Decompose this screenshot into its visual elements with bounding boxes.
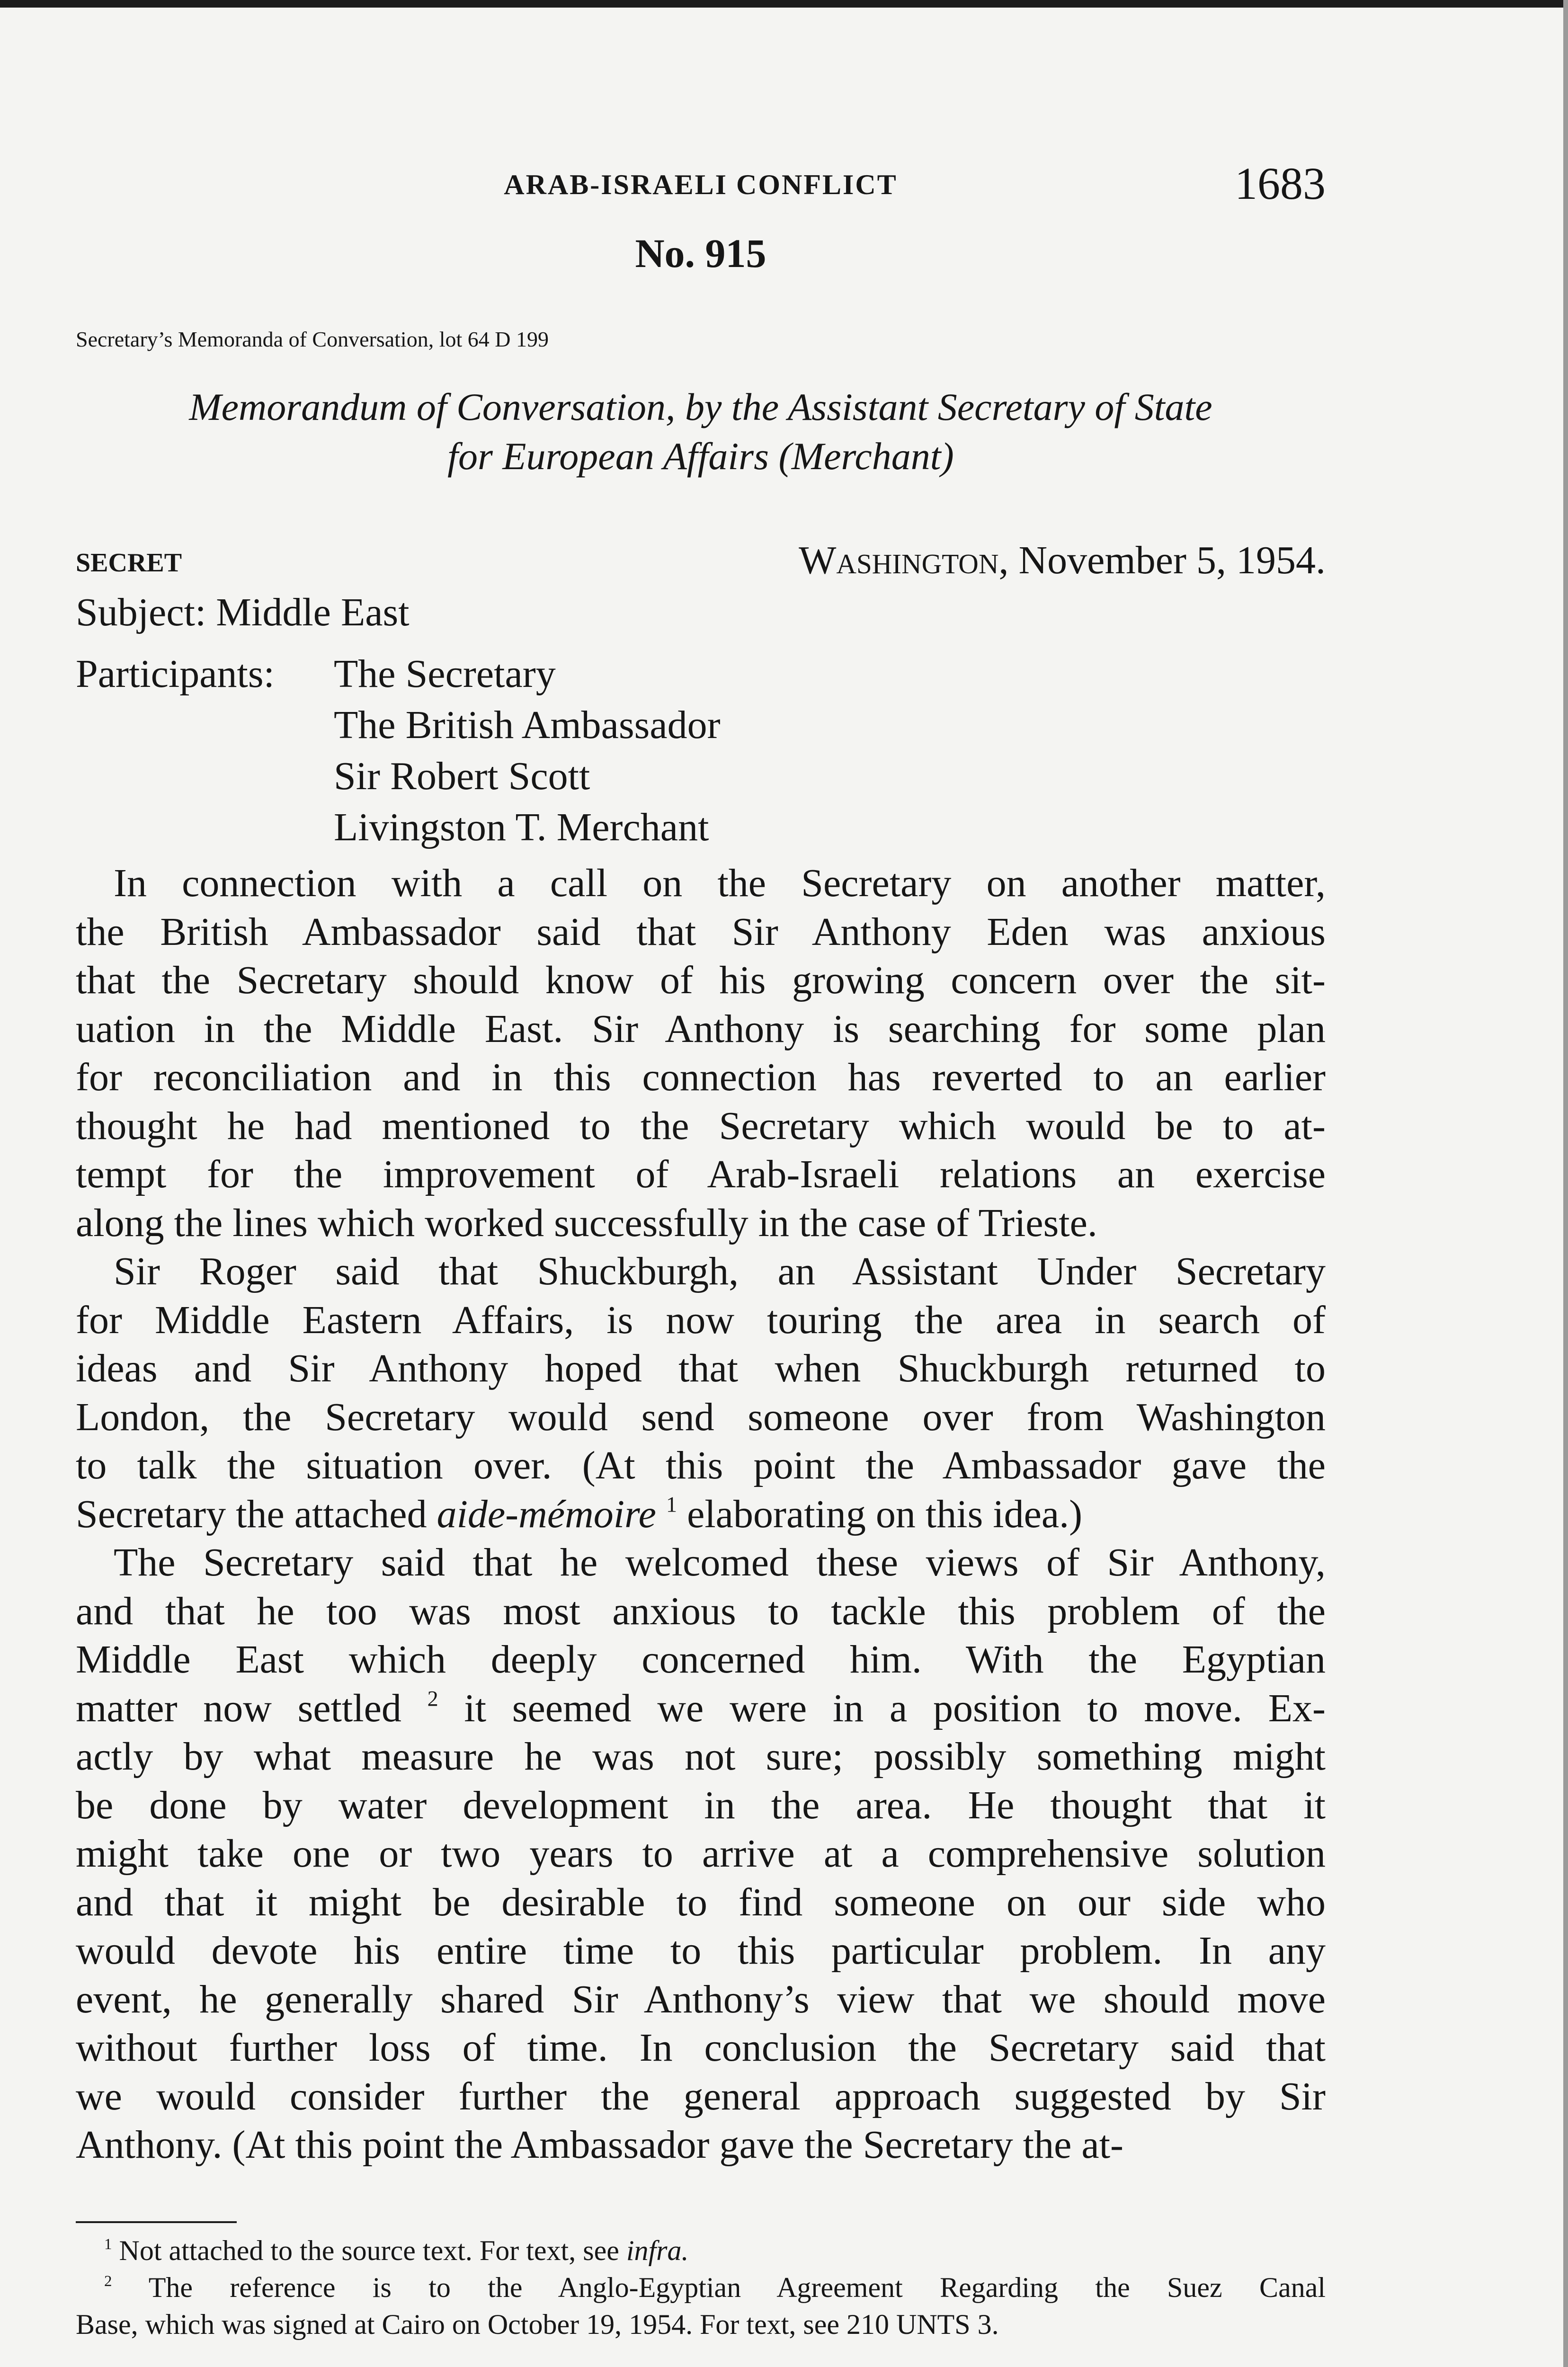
subject-line: Subject: Middle East bbox=[76, 590, 410, 634]
classification-marking: SECRET bbox=[76, 548, 182, 578]
paragraph-1 bbox=[76, 859, 1326, 1247]
text-run: The reference is to the Anglo-Egyptian Agreement Regarding the Suez Canal bbox=[112, 2272, 1326, 2303]
text-line: Anthony. (At this point the Ambassador gave the Secretary the at- bbox=[76, 2123, 1123, 2167]
document-number: No. 915 bbox=[635, 231, 766, 276]
text-line: and that he too was most anxious to tackle this problem of the bbox=[76, 1589, 1326, 1633]
text-line: and that it might be desirable to find someone on our side who bbox=[76, 1880, 1326, 1924]
text-line: to talk the situation over. (At this point the Ambassador gave the bbox=[76, 1443, 1326, 1487]
place: Washington bbox=[799, 538, 999, 582]
text-line: actly by what measure he was not sure; possibly something might bbox=[76, 1735, 1326, 1779]
text-line: uation in the Middle East. Sir Anthony is searching for some plan bbox=[76, 1006, 1326, 1051]
participant: The Secretary bbox=[334, 652, 556, 696]
footnote-divider bbox=[76, 2221, 237, 2223]
footnote-ref-2: 2 bbox=[427, 1686, 438, 1711]
participants-list bbox=[334, 649, 721, 853]
paragraph-2 bbox=[76, 1247, 1326, 1539]
text-line: The Secretary said that he welcomed these views of Sir Anthony, bbox=[114, 1540, 1326, 1584]
aide-memoire-term: aide-mémoire bbox=[437, 1492, 656, 1536]
classification-line bbox=[76, 537, 1326, 585]
running-head bbox=[76, 158, 1326, 213]
text-line bbox=[76, 1490, 1326, 1539]
text-run: infra. bbox=[626, 2235, 689, 2266]
footnote-2 bbox=[76, 2269, 1326, 2306]
text-line: we would consider further the general approach suggested by Sir bbox=[76, 2074, 1326, 2118]
text-line: the British Ambassador said that Sir Anthony Eden was anxious bbox=[76, 909, 1326, 954]
running-head-title: ARAB-ISRAELI CONFLICT bbox=[504, 169, 898, 200]
memorandum-body bbox=[76, 859, 1326, 2170]
text-line: Middle East which deeply concerned him. With the Egyptian bbox=[76, 1637, 1326, 1682]
paragraph-3 bbox=[76, 1539, 1326, 2170]
text-line: In connection with a call on the Secretary on another matter, bbox=[114, 861, 1326, 905]
participant: Sir Robert Scott bbox=[334, 754, 590, 798]
date: , November 5, 1954. bbox=[998, 538, 1326, 582]
document-title-line-1: Memorandum of Conversation, by the Assistant Secretary of State bbox=[189, 385, 1212, 428]
text-run: elaborating on this idea.) bbox=[677, 1492, 1083, 1536]
participants-label: Participants: bbox=[76, 652, 275, 696]
text-line: that the Secretary should know of his growing concern over the sit- bbox=[76, 958, 1326, 1002]
source-note: Secretary’s Memoranda of Conversation, lot 64 D 199 bbox=[76, 327, 549, 351]
participant: Livingston T. Merchant bbox=[334, 805, 709, 849]
text-line bbox=[76, 1684, 1326, 1733]
text-line: Sir Roger said that Shuckburgh, an Assistant Under Secretary bbox=[114, 1249, 1326, 1293]
document-page bbox=[76, 0, 1326, 2367]
text-line: might take one or two years to arrive at a comprehensive solution bbox=[76, 1832, 1326, 1876]
text-run: it seemed we were in a position to move. Ex- bbox=[438, 1686, 1326, 1730]
footnote-mark: 1 bbox=[104, 2235, 112, 2253]
text-line: without further loss of time. In conclusion the Secretary said that bbox=[76, 2026, 1326, 2070]
text-line: be done by water development in the area. He thought that it bbox=[76, 1783, 1326, 1827]
place-date bbox=[799, 537, 1326, 583]
text-line: ideas and Sir Anthony hoped that when Shuckburgh returned to bbox=[76, 1346, 1326, 1390]
text-run: matter now settled bbox=[76, 1686, 428, 1730]
text-run: Not attached to the source text. For text, see bbox=[112, 2235, 626, 2266]
text-run: Secretary the attached bbox=[76, 1492, 437, 1536]
text-line: event, he generally shared Sir Anthony’s view that we should move bbox=[76, 1977, 1326, 2021]
text-line: along the lines which worked successfully in the case of Trieste. bbox=[76, 1201, 1097, 1245]
text-line: thought he had mentioned to the Secretary which would be to at- bbox=[76, 1103, 1326, 1148]
text-line: would devote his entire time to this particular problem. In any bbox=[76, 1929, 1326, 1973]
footnote-mark: 2 bbox=[104, 2272, 112, 2290]
footnotes bbox=[76, 2232, 1326, 2343]
footnote-1 bbox=[76, 2232, 1326, 2269]
text-line: London, the Secretary would send someone over from Washington bbox=[76, 1395, 1326, 1439]
text-line: for Middle Eastern Affairs, is now touring the area in search of bbox=[76, 1298, 1326, 1342]
page-number: 1683 bbox=[1235, 158, 1326, 209]
text-line: tempt for the improvement of Arab-Israeli relations an exercise bbox=[76, 1152, 1326, 1196]
document-title-line-2: for European Affairs (Merchant) bbox=[447, 435, 954, 478]
text-line: for reconciliation and in this connection has reverted to an earlier bbox=[76, 1055, 1326, 1099]
participant: The British Ambassador bbox=[334, 703, 721, 747]
right-scan-edge bbox=[1563, 0, 1568, 2367]
footnote-2-continued: Base, which was signed at Cairo on October 19, 1954. For text, see 210 UNTS 3. bbox=[76, 2309, 999, 2340]
document-title bbox=[76, 383, 1326, 481]
footnote-ref-1: 1 bbox=[666, 1492, 677, 1517]
